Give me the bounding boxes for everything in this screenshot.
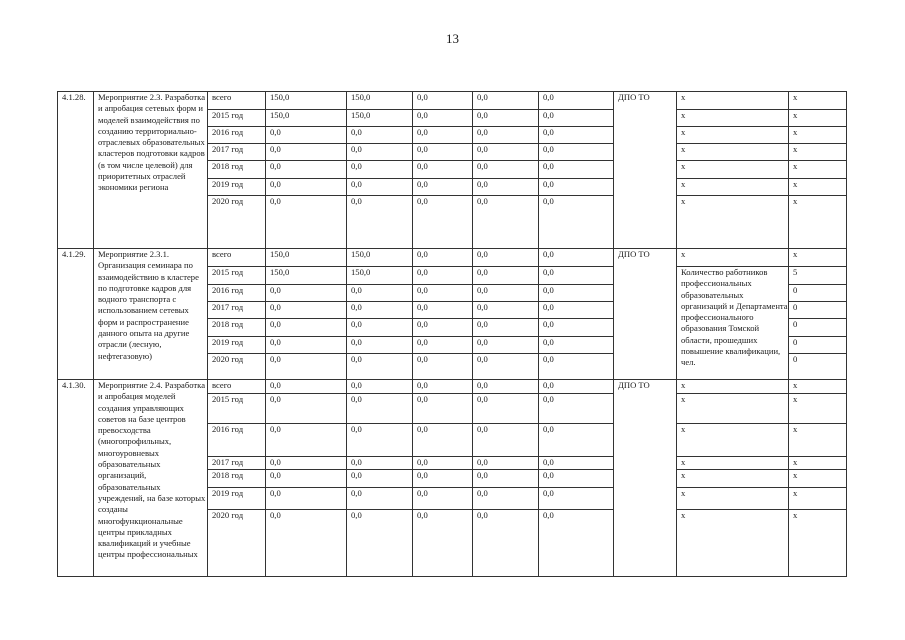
total-funding-cell: 0,0: [266, 470, 347, 488]
other-sources-cell: 0,0: [539, 354, 614, 380]
total-funding-cell: 0,0: [266, 179, 347, 196]
year-cell: 2017 год: [208, 144, 266, 161]
indicator-value-cell: х: [789, 249, 847, 267]
indicator-cell: х: [677, 509, 789, 576]
measure-description: Мероприятие 2.4. Разработка и апробация моделей создания управляющих советов на базе центров превосходства (многопрофильных, многоуровневых образовательных организаций, образовательных учреждений, на базе которых созданы многофункциональные центры прикладных квалификаций и учебные центры профессиональных: [98, 380, 206, 560]
year-cell: всего: [208, 92, 266, 110]
other-sources-cell: 0,0: [539, 509, 614, 576]
local-budget-cell: 0,0: [473, 380, 539, 394]
indicator-cell: х: [677, 249, 789, 267]
regional-budget-cell: 0,0: [413, 144, 473, 161]
regional-budget-cell: 0,0: [413, 127, 473, 144]
year-cell: 2016 год: [208, 424, 266, 457]
indicator-cell: х: [677, 179, 789, 196]
federal-budget-cell: 0,0: [347, 424, 413, 457]
total-funding-cell: 0,0: [266, 161, 347, 179]
year-cell: 2018 год: [208, 319, 266, 337]
regional-budget-cell: 0,0: [413, 380, 473, 394]
other-sources-cell: 0,0: [539, 488, 614, 509]
federal-budget-cell: 0,0: [347, 161, 413, 179]
other-sources-cell: 0,0: [539, 127, 614, 144]
measure-description: Мероприятие 2.3.1. Организация семинара по взаимодействию в кластере по подготовке кадров для водного транспорта с использованием сетевых форм и распространение данного опыта на другие отрасли (лесную, нефтегазовую): [98, 249, 199, 361]
indicator-cell: х: [677, 144, 789, 161]
regional-budget-cell: 0,0: [413, 161, 473, 179]
measure-description-cell: [94, 249, 208, 380]
executor-cell: ДПО ТО: [614, 92, 677, 249]
indicator-cell: х: [677, 127, 789, 144]
other-sources-cell: 0,0: [539, 179, 614, 196]
federal-budget-cell: 0,0: [347, 354, 413, 380]
local-budget-cell: 0,0: [473, 127, 539, 144]
local-budget-cell: 0,0: [473, 456, 539, 470]
year-cell: 2019 год: [208, 337, 266, 354]
local-budget-cell: 0,0: [473, 179, 539, 196]
indicator-cell: х: [677, 380, 789, 394]
local-budget-cell: 0,0: [473, 354, 539, 380]
local-budget-cell: 0,0: [473, 337, 539, 354]
indicator-cell: х: [677, 110, 789, 127]
federal-budget-cell: 0,0: [347, 196, 413, 249]
executor-cell: ДПО ТО: [614, 249, 677, 380]
regional-budget-cell: 0,0: [413, 424, 473, 457]
indicator-value-cell: х: [789, 127, 847, 144]
indicator-value-cell: х: [789, 110, 847, 127]
regional-budget-cell: 0,0: [413, 249, 473, 267]
indicator-value-cell: х: [789, 161, 847, 179]
federal-budget-cell: 0,0: [347, 456, 413, 470]
year-cell: 2015 год: [208, 110, 266, 127]
federal-budget-cell: 0,0: [347, 509, 413, 576]
year-cell: 2018 год: [208, 161, 266, 179]
total-funding-cell: 0,0: [266, 380, 347, 394]
federal-budget-cell: 0,0: [347, 127, 413, 144]
local-budget-cell: 0,0: [473, 92, 539, 110]
federal-budget-cell: 0,0: [347, 144, 413, 161]
year-cell: 2020 год: [208, 354, 266, 380]
indicator-value-cell: х: [789, 92, 847, 110]
total-funding-cell: 0,0: [266, 127, 347, 144]
table-row: [58, 92, 847, 110]
local-budget-cell: 0,0: [473, 302, 539, 319]
federal-budget-cell: 0,0: [347, 179, 413, 196]
indicator-cell: х: [677, 196, 789, 249]
indicator-value-cell: х: [789, 424, 847, 457]
total-funding-cell: 150,0: [266, 267, 347, 285]
other-sources-cell: 0,0: [539, 319, 614, 337]
year-cell: всего: [208, 249, 266, 267]
other-sources-cell: 0,0: [539, 456, 614, 470]
other-sources-cell: 0,0: [539, 144, 614, 161]
indicator-value-cell: х: [789, 380, 847, 394]
year-cell: 2016 год: [208, 127, 266, 144]
executor-cell: ДПО ТО: [614, 380, 677, 577]
indicator-value-cell: х: [789, 196, 847, 249]
indicator-value-cell: 5: [789, 267, 847, 285]
total-funding-cell: 150,0: [266, 249, 347, 267]
regional-budget-cell: 0,0: [413, 196, 473, 249]
federal-budget-cell: 150,0: [347, 249, 413, 267]
item-number-cell: 4.1.29.: [58, 249, 94, 380]
year-cell: всего: [208, 380, 266, 394]
local-budget-cell: 0,0: [473, 249, 539, 267]
local-budget-cell: 0,0: [473, 319, 539, 337]
other-sources-cell: 0,0: [539, 424, 614, 457]
local-budget-cell: 0,0: [473, 161, 539, 179]
regional-budget-cell: 0,0: [413, 393, 473, 423]
indicator-cell: х: [677, 470, 789, 488]
other-sources-cell: 0,0: [539, 470, 614, 488]
indicator-value-cell: 0: [789, 354, 847, 380]
indicator-cell: х: [677, 161, 789, 179]
indicator-value-cell: х: [789, 488, 847, 509]
federal-budget-cell: 0,0: [347, 319, 413, 337]
other-sources-cell: 0,0: [539, 337, 614, 354]
year-cell: 2017 год: [208, 456, 266, 470]
regional-budget-cell: 0,0: [413, 509, 473, 576]
local-budget-cell: 0,0: [473, 285, 539, 302]
indicator-value-cell: х: [789, 470, 847, 488]
other-sources-cell: 0,0: [539, 92, 614, 110]
indicator-value-cell: х: [789, 393, 847, 423]
federal-budget-cell: 0,0: [347, 337, 413, 354]
indicator-cell: х: [677, 488, 789, 509]
year-cell: 2016 год: [208, 285, 266, 302]
total-funding-cell: 0,0: [266, 424, 347, 457]
total-funding-cell: 0,0: [266, 319, 347, 337]
local-budget-cell: 0,0: [473, 470, 539, 488]
year-cell: 2020 год: [208, 196, 266, 249]
total-funding-cell: 150,0: [266, 110, 347, 127]
indicator-value-cell: х: [789, 144, 847, 161]
indicator-cell: х: [677, 393, 789, 423]
federal-budget-cell: 0,0: [347, 302, 413, 319]
program-table: [57, 91, 847, 577]
other-sources-cell: 0,0: [539, 302, 614, 319]
indicator-value-cell: х: [789, 456, 847, 470]
regional-budget-cell: 0,0: [413, 285, 473, 302]
year-cell: 2019 год: [208, 179, 266, 196]
regional-budget-cell: 0,0: [413, 337, 473, 354]
other-sources-cell: 0,0: [539, 285, 614, 302]
local-budget-cell: 0,0: [473, 110, 539, 127]
local-budget-cell: 0,0: [473, 267, 539, 285]
indicator-name-cell: Количество работников профессиональных образовательных организаций и Департамента профессионального образования Томской области, прошедших повышение квалификации, чел.: [677, 267, 789, 380]
federal-budget-cell: 150,0: [347, 92, 413, 110]
total-funding-cell: 0,0: [266, 456, 347, 470]
regional-budget-cell: 0,0: [413, 179, 473, 196]
total-funding-cell: 150,0: [266, 92, 347, 110]
table-row: [58, 380, 847, 394]
local-budget-cell: 0,0: [473, 393, 539, 423]
year-cell: 2015 год: [208, 393, 266, 423]
measure-description-cell: [94, 380, 208, 577]
measure-description-cell: [94, 92, 208, 249]
regional-budget-cell: 0,0: [413, 488, 473, 509]
indicator-value-cell: 0: [789, 302, 847, 319]
regional-budget-cell: 0,0: [413, 470, 473, 488]
other-sources-cell: 0,0: [539, 161, 614, 179]
other-sources-cell: 0,0: [539, 393, 614, 423]
regional-budget-cell: 0,0: [413, 354, 473, 380]
local-budget-cell: 0,0: [473, 144, 539, 161]
year-cell: 2015 год: [208, 267, 266, 285]
total-funding-cell: 0,0: [266, 354, 347, 380]
regional-budget-cell: 0,0: [413, 319, 473, 337]
indicator-value-cell: х: [789, 509, 847, 576]
page-number: 13: [446, 31, 459, 46]
item-number-cell: 4.1.30.: [58, 380, 94, 577]
federal-budget-cell: 0,0: [347, 285, 413, 302]
local-budget-cell: 0,0: [473, 196, 539, 249]
indicator-cell: х: [677, 456, 789, 470]
total-funding-cell: 0,0: [266, 285, 347, 302]
total-funding-cell: 0,0: [266, 488, 347, 509]
total-funding-cell: 0,0: [266, 144, 347, 161]
year-cell: 2018 год: [208, 470, 266, 488]
indicator-cell: х: [677, 424, 789, 457]
local-budget-cell: 0,0: [473, 424, 539, 457]
other-sources-cell: 0,0: [539, 380, 614, 394]
indicator-cell: х: [677, 92, 789, 110]
federal-budget-cell: 0,0: [347, 470, 413, 488]
other-sources-cell: 0,0: [539, 110, 614, 127]
year-cell: 2020 год: [208, 509, 266, 576]
indicator-value-cell: 0: [789, 337, 847, 354]
year-cell: 2019 год: [208, 488, 266, 509]
item-number-cell: 4.1.28.: [58, 92, 94, 249]
year-cell: 2017 год: [208, 302, 266, 319]
federal-budget-cell: 0,0: [347, 393, 413, 423]
total-funding-cell: 0,0: [266, 302, 347, 319]
federal-budget-cell: 150,0: [347, 110, 413, 127]
regional-budget-cell: 0,0: [413, 302, 473, 319]
local-budget-cell: 0,0: [473, 488, 539, 509]
total-funding-cell: 0,0: [266, 393, 347, 423]
federal-budget-cell: 0,0: [347, 488, 413, 509]
total-funding-cell: 0,0: [266, 337, 347, 354]
federal-budget-cell: 0,0: [347, 380, 413, 394]
measure-description: Мероприятие 2.3. Разработка и апробация сетевых форм и моделей взаимодействия по созданию территориально-отраслевых образовательных кластеров подготовки кадров (в том числе целевой) для приоритетных отраслей экономики региона: [98, 92, 206, 193]
regional-budget-cell: 0,0: [413, 456, 473, 470]
indicator-value-cell: 0: [789, 285, 847, 302]
local-budget-cell: 0,0: [473, 509, 539, 576]
total-funding-cell: 0,0: [266, 196, 347, 249]
other-sources-cell: 0,0: [539, 249, 614, 267]
indicator-value-cell: 0: [789, 319, 847, 337]
other-sources-cell: 0,0: [539, 267, 614, 285]
regional-budget-cell: 0,0: [413, 92, 473, 110]
regional-budget-cell: 0,0: [413, 110, 473, 127]
regional-budget-cell: 0,0: [413, 267, 473, 285]
federal-budget-cell: 150,0: [347, 267, 413, 285]
total-funding-cell: 0,0: [266, 509, 347, 576]
indicator-value-cell: х: [789, 179, 847, 196]
other-sources-cell: 0,0: [539, 196, 614, 249]
table-row: [58, 249, 847, 267]
